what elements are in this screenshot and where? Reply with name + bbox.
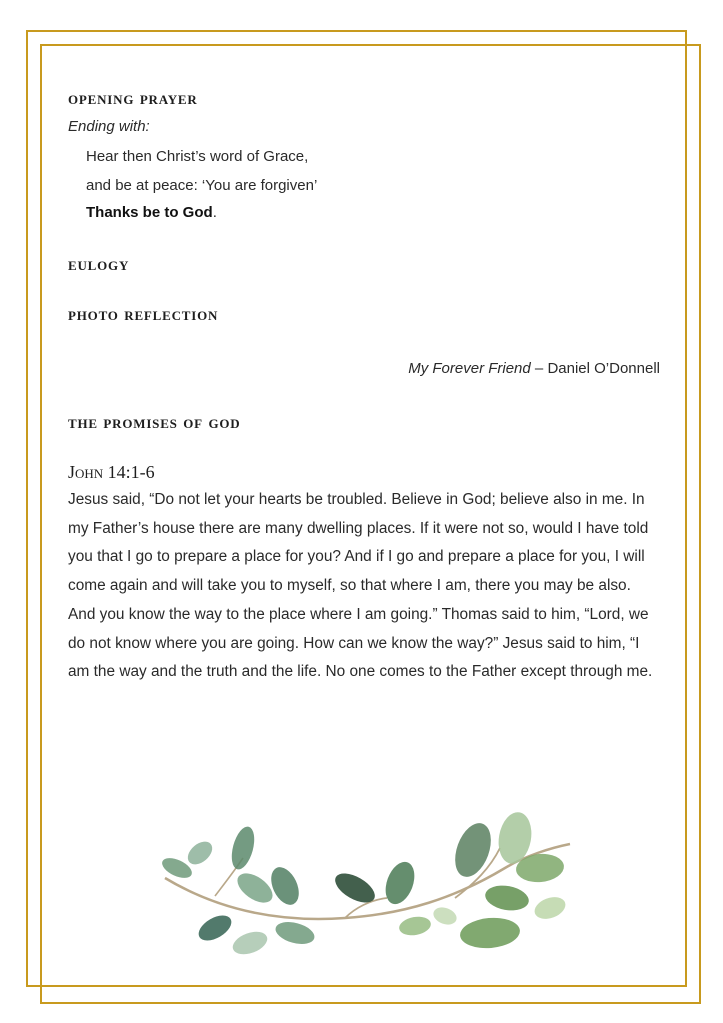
photo-reflection-heading: photo reflection [68, 304, 219, 325]
reading-reference: John 14:1-6 [68, 462, 155, 482]
opening-prayer-heading: opening prayer [68, 88, 198, 109]
promises-heading: the promises of god [68, 412, 241, 433]
eucalyptus-branch-icon [155, 808, 575, 973]
prayer-response-bold: Thanks be to God [86, 204, 213, 221]
prayer-line-1: Hear then Christ’s word of Grace, [86, 148, 309, 165]
reading-text: Jesus said, “Do not let your hearts be troubled. Believe in God; believe also in me. In my Father’s house there are many dwelling places. If it were not so, would I have told you that I go to prepare a place for you? And if I go and prepare a place for you, I will come again and will take you to myself, so that where I am, there you may be also. And you know the way to the place where I am going.” Thomas said to him, “Lord, we do not know where you are going. How can we know the way?” Jesus said to him, “I am the way and the truth and the life. No one comes to the Father except through me. [68, 491, 653, 681]
song-title: My Forever Friend [408, 360, 531, 377]
prayer-response-punct: . [212, 204, 217, 221]
ending-with-label: Ending with: [68, 118, 150, 135]
song-credit [408, 360, 660, 377]
eulogy-heading: eulogy [68, 254, 130, 275]
prayer-response [86, 204, 217, 221]
prayer-line-2: and be at peace: ‘You are forgiven’ [86, 177, 318, 194]
song-separator: – [530, 360, 548, 377]
song-artist: Daniel O’Donnell [547, 360, 660, 377]
